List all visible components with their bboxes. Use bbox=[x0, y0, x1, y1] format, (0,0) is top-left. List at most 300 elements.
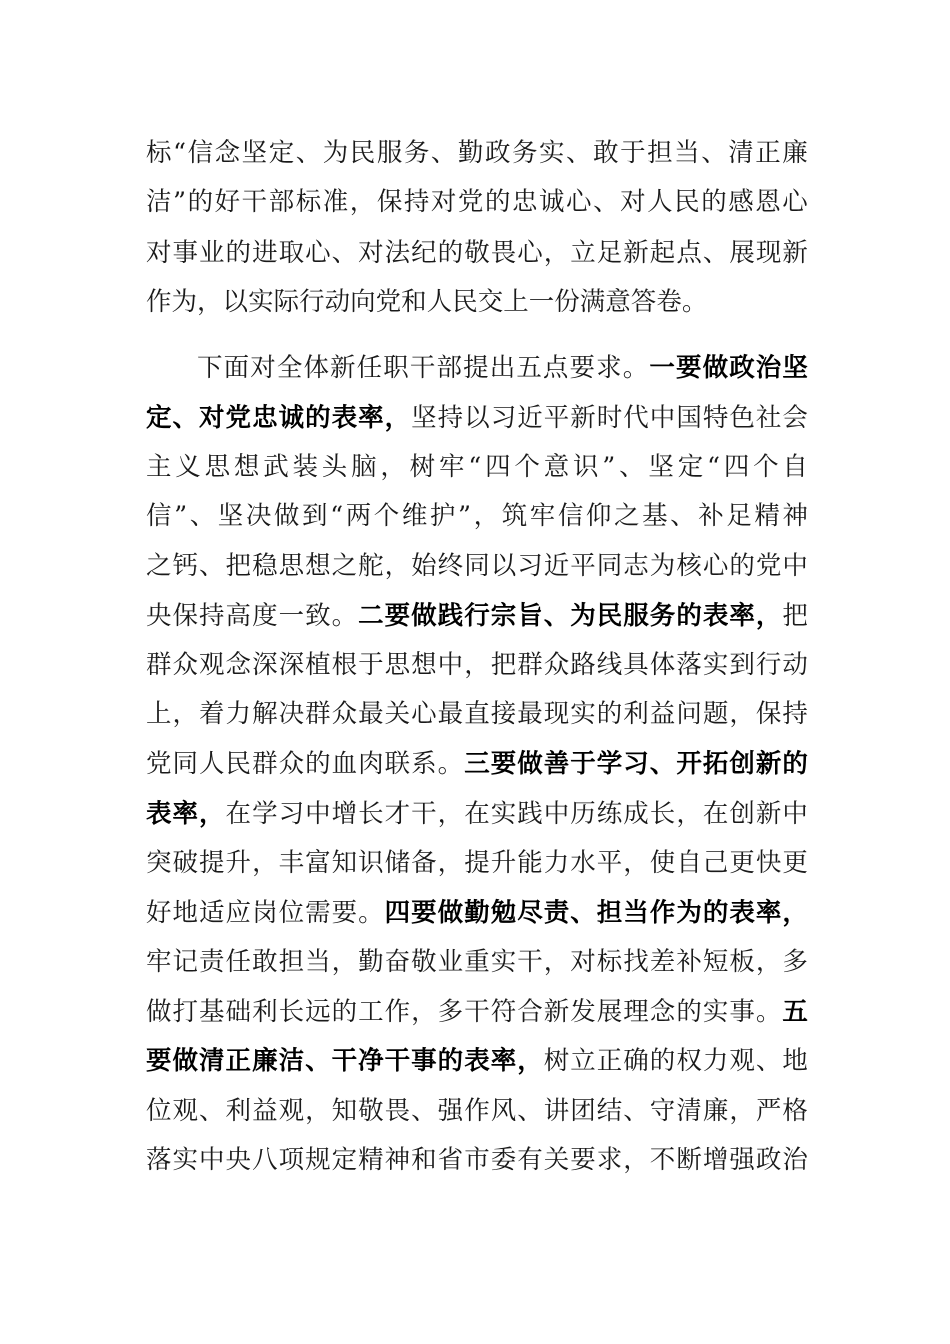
text-char: 在 bbox=[464, 799, 490, 829]
text-char: 敬 bbox=[358, 1096, 384, 1126]
text-line bbox=[146, 942, 808, 982]
text-char: 储 bbox=[384, 848, 411, 878]
text-char: 、 bbox=[331, 238, 358, 268]
text-char: “ bbox=[330, 501, 344, 531]
text-char: 益 bbox=[649, 699, 676, 729]
bold-char: 服 bbox=[623, 601, 649, 631]
text-char: 中 bbox=[649, 403, 676, 433]
bold-char: 二 bbox=[358, 601, 384, 631]
bold-char: 做 bbox=[437, 898, 464, 928]
text-char: 代 bbox=[623, 403, 649, 433]
text-char: 终 bbox=[437, 551, 464, 581]
text-char: ， bbox=[380, 452, 406, 482]
text-line bbox=[146, 596, 808, 636]
bold-char: 善 bbox=[543, 749, 570, 779]
text-char: 之 bbox=[331, 551, 358, 581]
text-char: 思 bbox=[204, 452, 231, 482]
text-char: 现 bbox=[543, 699, 570, 729]
text-char: 需 bbox=[305, 898, 331, 928]
text-char: ， bbox=[197, 287, 223, 317]
text-char: 实 bbox=[539, 138, 565, 168]
text-char: 联 bbox=[384, 749, 411, 779]
bold-char: 诚 bbox=[278, 403, 305, 433]
text-line bbox=[146, 893, 808, 933]
text-char: 筑 bbox=[501, 501, 528, 531]
text-char: 能 bbox=[517, 848, 543, 878]
text-char: 五 bbox=[516, 353, 542, 383]
text-char: 突 bbox=[146, 848, 172, 878]
text-char: 心 bbox=[702, 551, 729, 581]
text-char: 血 bbox=[331, 749, 358, 779]
text-char: 具 bbox=[623, 650, 649, 680]
text-line bbox=[146, 546, 808, 586]
text-char: 。 bbox=[755, 997, 782, 1027]
text-char: 断 bbox=[676, 1145, 702, 1175]
text-char: 。 bbox=[681, 287, 708, 317]
text-char: 于 bbox=[358, 650, 384, 680]
text-char: 神 bbox=[384, 1145, 411, 1175]
text-char: 路 bbox=[570, 650, 596, 680]
text-char: 确 bbox=[623, 1046, 649, 1076]
text-char: 起 bbox=[649, 238, 676, 268]
text-char: 植 bbox=[305, 650, 331, 680]
bold-char: 率 bbox=[172, 799, 199, 829]
text-char: 维 bbox=[401, 501, 428, 531]
text-char: 中 bbox=[305, 799, 331, 829]
text-char: 的 bbox=[484, 187, 511, 217]
text-char: 增 bbox=[702, 1145, 729, 1175]
text-char: ， bbox=[729, 699, 755, 729]
text-char: 中 bbox=[437, 650, 464, 680]
text-char: 上 bbox=[146, 699, 172, 729]
text-char: 为 bbox=[322, 138, 349, 168]
text-char: 志 bbox=[623, 551, 649, 581]
text-char: 自 bbox=[782, 452, 808, 482]
text-char: 进 bbox=[252, 238, 278, 268]
bold-char: 尽 bbox=[517, 898, 543, 928]
text-char: 落 bbox=[676, 650, 702, 680]
text-char: 份 bbox=[554, 287, 580, 317]
text-char: 展 bbox=[729, 238, 755, 268]
text-char: 板 bbox=[729, 947, 755, 977]
text-char: 树 bbox=[543, 1046, 570, 1076]
text-char: 平 bbox=[596, 848, 623, 878]
text-char: 实 bbox=[702, 650, 729, 680]
text-line bbox=[146, 496, 808, 536]
text-char: ” bbox=[174, 501, 188, 531]
text-char: 为 bbox=[649, 551, 676, 581]
bold-char: 率 bbox=[755, 898, 782, 928]
text-char: 更 bbox=[782, 848, 808, 878]
text-char: 八 bbox=[252, 1145, 278, 1175]
text-char: 增 bbox=[331, 799, 358, 829]
text-char: ” bbox=[602, 452, 616, 482]
text-char: 创 bbox=[729, 799, 755, 829]
text-char: 规 bbox=[305, 1145, 331, 1175]
text-char: 中 bbox=[782, 551, 808, 581]
text-char: 主 bbox=[146, 452, 172, 482]
text-char: 利 bbox=[623, 699, 649, 729]
text-char: 补 bbox=[676, 947, 702, 977]
bold-char: 忠 bbox=[252, 403, 278, 433]
text-char: 稳 bbox=[252, 551, 278, 581]
text-char: 念 bbox=[225, 650, 252, 680]
text-char: 实 bbox=[490, 799, 517, 829]
text-char: 当 bbox=[305, 947, 331, 977]
text-char: 奋 bbox=[384, 947, 411, 977]
text-char: 出 bbox=[489, 353, 516, 383]
text-line bbox=[146, 645, 808, 685]
text-char: 个 bbox=[753, 452, 779, 482]
text-char: 同 bbox=[172, 749, 199, 779]
text-char: 守 bbox=[649, 1096, 676, 1126]
text-char: 标 bbox=[146, 138, 172, 168]
text-char: 敬 bbox=[411, 947, 437, 977]
text-char: 想 bbox=[411, 650, 437, 680]
text-char: 坚 bbox=[648, 452, 674, 482]
text-char: 的 bbox=[701, 187, 727, 217]
text-char: 下 bbox=[197, 353, 223, 383]
text-char: 众 bbox=[172, 650, 199, 680]
bold-char: 勤 bbox=[464, 898, 490, 928]
text-char: 牢 bbox=[529, 501, 556, 531]
text-char: 头 bbox=[321, 452, 348, 482]
text-char: 实 bbox=[570, 699, 596, 729]
text-char: 长 bbox=[358, 799, 384, 829]
text-char: 根 bbox=[331, 650, 358, 680]
text-char: 础 bbox=[225, 997, 252, 1027]
bold-char: 做 bbox=[702, 353, 729, 383]
text-char: 直 bbox=[464, 699, 490, 729]
bold-char: 习 bbox=[623, 749, 649, 779]
text-char: “ bbox=[468, 452, 482, 482]
text-char: 核 bbox=[676, 551, 702, 581]
text-char: 近 bbox=[517, 403, 543, 433]
text-char: 的 bbox=[729, 551, 755, 581]
text-char: 补 bbox=[698, 501, 724, 531]
text-char: 民 bbox=[225, 749, 252, 779]
text-char: 同 bbox=[596, 551, 623, 581]
text-char: 恩 bbox=[755, 187, 781, 217]
text-char: 实 bbox=[172, 1145, 199, 1175]
bold-char: 的 bbox=[782, 749, 808, 779]
text-char: 在 bbox=[702, 799, 729, 829]
text-char: 信 bbox=[187, 138, 214, 168]
text-char: 行 bbox=[299, 287, 325, 317]
text-char: 决 bbox=[245, 501, 272, 531]
text-char: 适 bbox=[199, 898, 225, 928]
text-char: 一 bbox=[528, 287, 555, 317]
bold-char: ， bbox=[782, 898, 808, 928]
text-char: 强 bbox=[437, 1096, 464, 1126]
text-char: 新 bbox=[543, 997, 570, 1027]
text-char: 担 bbox=[278, 947, 305, 977]
bold-char: 表 bbox=[702, 601, 729, 631]
text-char: 始 bbox=[411, 551, 437, 581]
text-char: 仰 bbox=[585, 501, 612, 531]
text-char: 的 bbox=[676, 997, 702, 1027]
text-char: 清 bbox=[676, 1096, 702, 1126]
text-char: 信 bbox=[146, 501, 172, 531]
text-char: ， bbox=[331, 947, 358, 977]
text-char: 差 bbox=[649, 947, 676, 977]
text-char: 忠 bbox=[511, 187, 538, 217]
text-char: 点 bbox=[542, 353, 569, 383]
text-char: 坚 bbox=[411, 403, 437, 433]
text-char: 、 bbox=[755, 1046, 782, 1076]
bold-char: 要 bbox=[384, 601, 411, 631]
text-char: 央 bbox=[225, 1145, 252, 1175]
text-char: ， bbox=[473, 501, 500, 531]
text-char: 、 bbox=[430, 138, 457, 168]
text-char: 树 bbox=[409, 452, 436, 482]
text-char: 干 bbox=[409, 353, 436, 383]
text-char: 作 bbox=[146, 287, 172, 317]
text-char: 敬 bbox=[464, 238, 490, 268]
text-char: 心 bbox=[305, 238, 331, 268]
text-char: “ bbox=[173, 138, 187, 168]
text-char: 、 bbox=[517, 1096, 543, 1126]
text-char: 精 bbox=[358, 1145, 384, 1175]
text-char: ， bbox=[755, 947, 782, 977]
text-char: 。 bbox=[622, 353, 649, 383]
text-char: 坚 bbox=[241, 138, 268, 168]
text-char: 委 bbox=[490, 1145, 517, 1175]
text-char: 践 bbox=[517, 799, 543, 829]
text-char: 四 bbox=[485, 452, 511, 482]
text-char: 基 bbox=[642, 501, 668, 531]
text-char: 对 bbox=[146, 238, 172, 268]
text-char: 央 bbox=[146, 601, 172, 631]
bold-char: 坚 bbox=[782, 353, 808, 383]
text-char: 现 bbox=[755, 238, 782, 268]
text-char: 利 bbox=[252, 997, 278, 1027]
text-char: 把 bbox=[782, 601, 808, 631]
bold-char: 事 bbox=[411, 1046, 437, 1076]
text-char: 度 bbox=[252, 601, 278, 631]
text-char: 习 bbox=[278, 799, 305, 829]
text-char: 动 bbox=[782, 650, 808, 680]
text-char: 要 bbox=[570, 1145, 596, 1175]
text-line bbox=[146, 794, 808, 834]
bold-char: 的 bbox=[305, 403, 331, 433]
text-char: 、 bbox=[295, 138, 322, 168]
text-char: 立 bbox=[570, 1046, 596, 1076]
bold-char: 要 bbox=[411, 898, 437, 928]
text-char: 念 bbox=[214, 138, 241, 168]
text-line bbox=[146, 744, 808, 784]
text-char: 两 bbox=[345, 501, 372, 531]
text-char: 法 bbox=[384, 238, 411, 268]
bold-char: 干 bbox=[331, 1046, 358, 1076]
text-char: 持 bbox=[199, 601, 225, 631]
bold-char: 表 bbox=[729, 898, 755, 928]
bold-char: 为 bbox=[676, 898, 702, 928]
text-char: 到 bbox=[302, 501, 328, 531]
text-char: 实 bbox=[248, 287, 274, 317]
bold-char: 干 bbox=[384, 1046, 411, 1076]
text-char: 中 bbox=[782, 799, 808, 829]
text-char: 政 bbox=[484, 138, 511, 168]
text-char: 人 bbox=[426, 287, 453, 317]
text-char: 特 bbox=[702, 403, 729, 433]
text-char: 立 bbox=[570, 238, 596, 268]
text-char: 工 bbox=[358, 997, 384, 1027]
text-char: 做 bbox=[273, 501, 300, 531]
text-char: 作 bbox=[384, 997, 411, 1027]
bold-char: ， bbox=[384, 403, 411, 433]
text-char: 肉 bbox=[358, 749, 384, 779]
bold-char: 学 bbox=[596, 749, 623, 779]
text-char: 时 bbox=[596, 403, 623, 433]
text-char: 岗 bbox=[252, 898, 278, 928]
text-char: 勤 bbox=[457, 138, 484, 168]
text-char: 准 bbox=[322, 187, 349, 217]
text-char: 升 bbox=[225, 848, 252, 878]
bold-char: 、 bbox=[649, 749, 676, 779]
text-char: 识 bbox=[572, 452, 599, 482]
text-char: 自 bbox=[676, 848, 702, 878]
text-char: 正 bbox=[755, 138, 781, 168]
text-char: 多 bbox=[437, 997, 464, 1027]
text-char: 最 bbox=[437, 699, 464, 729]
bold-char: 的 bbox=[437, 1046, 464, 1076]
text-char: 结 bbox=[596, 1096, 623, 1126]
text-char: ， bbox=[305, 1096, 331, 1126]
text-char: 合 bbox=[517, 997, 543, 1027]
text-char: 位 bbox=[278, 898, 305, 928]
text-char: 求 bbox=[596, 1145, 623, 1175]
text-char: ” bbox=[173, 187, 187, 217]
bold-char: 三 bbox=[464, 749, 490, 779]
text-char: 的 bbox=[187, 187, 214, 217]
text-char: 任 bbox=[225, 947, 252, 977]
text-char: 向 bbox=[350, 287, 376, 317]
text-char: ， bbox=[543, 947, 570, 977]
text-char: 新 bbox=[782, 238, 808, 268]
text-char: 把 bbox=[225, 551, 252, 581]
text-char: ， bbox=[437, 848, 464, 878]
bold-char: 廉 bbox=[252, 1046, 278, 1076]
bold-char: 一 bbox=[649, 353, 675, 383]
text-char: 平 bbox=[543, 403, 570, 433]
text-char: 业 bbox=[199, 238, 225, 268]
text-char: 打 bbox=[172, 997, 199, 1027]
text-char: 长 bbox=[649, 799, 676, 829]
text-char: 、 bbox=[623, 1096, 649, 1126]
text-char: 讲 bbox=[543, 1096, 570, 1126]
text-char: 国 bbox=[676, 403, 702, 433]
text-char: 备 bbox=[411, 848, 437, 878]
text-char: 取 bbox=[278, 238, 305, 268]
bold-char: 净 bbox=[358, 1046, 384, 1076]
text-char: 格 bbox=[782, 1096, 808, 1126]
text-char: 落 bbox=[146, 1145, 172, 1175]
text-char: 四 bbox=[723, 452, 750, 482]
text-char: 思 bbox=[384, 650, 411, 680]
text-line bbox=[146, 694, 808, 734]
bold-char: 担 bbox=[596, 898, 623, 928]
bold-char: 行 bbox=[464, 601, 490, 631]
text-char: 问 bbox=[676, 699, 702, 729]
text-char: 严 bbox=[755, 1096, 782, 1126]
text-char: 深 bbox=[252, 650, 278, 680]
bold-char: 于 bbox=[570, 749, 596, 779]
bold-char: 践 bbox=[437, 601, 464, 631]
text-line bbox=[146, 1091, 808, 1131]
text-char: 的 bbox=[225, 238, 252, 268]
text-char: 点 bbox=[676, 238, 702, 268]
text-char: 持 bbox=[782, 699, 808, 729]
text-char: 舵 bbox=[358, 551, 384, 581]
text-char: 中 bbox=[199, 1145, 225, 1175]
text-char: ， bbox=[437, 799, 464, 829]
text-char: 、 bbox=[619, 452, 645, 482]
text-char: ， bbox=[384, 551, 411, 581]
text-char: 力 bbox=[225, 699, 252, 729]
text-char: 习 bbox=[517, 551, 543, 581]
text-char: 权 bbox=[676, 1046, 702, 1076]
text-char: 提 bbox=[463, 353, 489, 383]
text-char: 色 bbox=[729, 403, 755, 433]
text-char: 解 bbox=[252, 699, 278, 729]
bold-char: 、 bbox=[172, 403, 199, 433]
text-char: 。 bbox=[331, 601, 358, 631]
text-char: 求 bbox=[596, 353, 622, 383]
text-char: 面 bbox=[223, 353, 250, 383]
text-char: ， bbox=[623, 1145, 649, 1175]
text-char: 和 bbox=[401, 287, 427, 317]
text-char: 部 bbox=[436, 353, 462, 383]
text-char: 民 bbox=[674, 187, 700, 217]
text-char: 益 bbox=[252, 1096, 278, 1126]
text-char: 人 bbox=[199, 749, 225, 779]
text-char: 找 bbox=[623, 947, 649, 977]
text-line bbox=[146, 282, 808, 322]
text-char: 个 bbox=[373, 501, 400, 531]
text-char: 、 bbox=[189, 501, 216, 531]
text-char: 干 bbox=[517, 947, 543, 977]
text-char: 强 bbox=[729, 1145, 755, 1175]
text-char: 丰 bbox=[278, 848, 305, 878]
text-char: 省 bbox=[437, 1145, 464, 1175]
text-char: 提 bbox=[199, 848, 225, 878]
text-char: 脑 bbox=[351, 452, 377, 482]
text-char: 任 bbox=[356, 353, 383, 383]
text-char: 线 bbox=[596, 650, 623, 680]
text-char: 到 bbox=[729, 650, 755, 680]
text-char: 众 bbox=[331, 699, 358, 729]
text-char: 动 bbox=[324, 287, 351, 317]
text-char: 众 bbox=[543, 650, 570, 680]
text-char: 有 bbox=[517, 1145, 543, 1175]
text-char: 、 bbox=[701, 138, 727, 168]
text-char: 满 bbox=[579, 287, 606, 317]
text-char: 众 bbox=[278, 749, 305, 779]
text-char: ， bbox=[252, 848, 278, 878]
text-char: 提 bbox=[464, 848, 490, 878]
text-char: 治 bbox=[782, 1145, 808, 1175]
text-char: 当 bbox=[674, 138, 700, 168]
bold-char: 勉 bbox=[490, 898, 517, 928]
text-char: 意 bbox=[605, 287, 631, 317]
text-char: 展 bbox=[596, 997, 623, 1027]
bold-char: 要 bbox=[490, 749, 517, 779]
text-char: 对 bbox=[430, 187, 457, 217]
text-char: 致 bbox=[305, 601, 331, 631]
text-char: 力 bbox=[702, 1046, 729, 1076]
text-char: 精 bbox=[754, 501, 780, 531]
